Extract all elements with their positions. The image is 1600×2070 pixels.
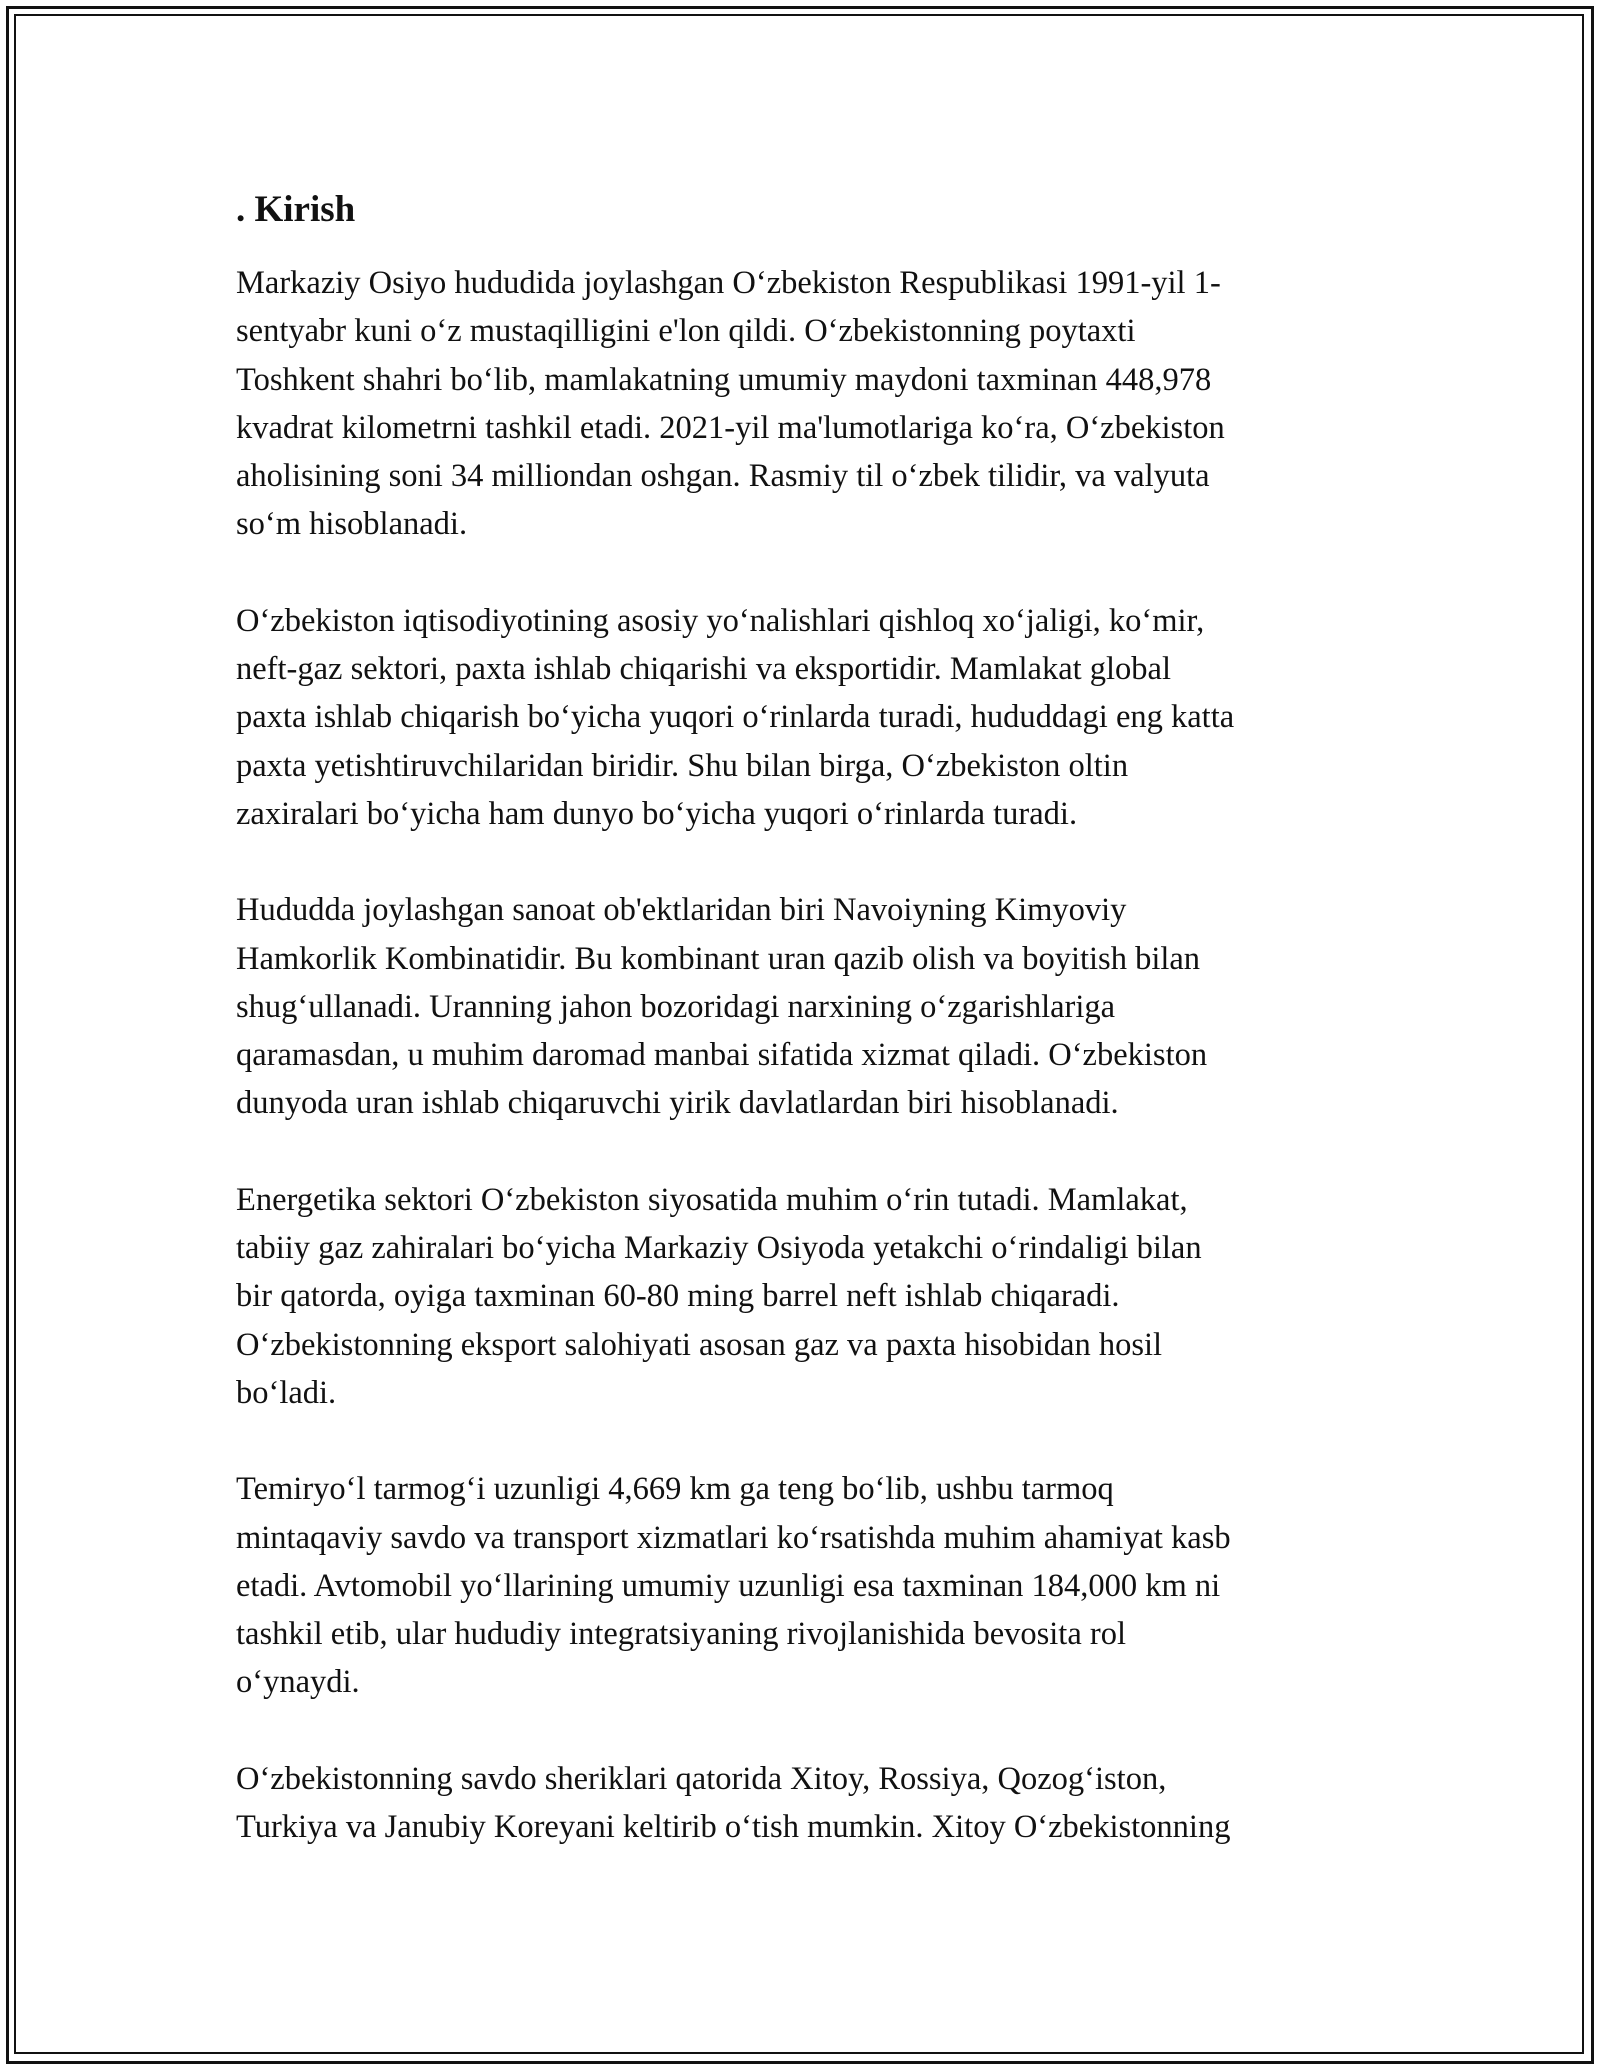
- paragraph-line: tabiiy gaz zahiralari bo‘yicha Markaziy Osiyoda yetakchi o‘rindaligi bilan: [236, 1230, 1202, 1267]
- paragraph-line: zaxiralari bo‘yicha ham dunyo bo‘yicha yuqori o‘rinlarda turadi.: [236, 795, 1078, 832]
- paragraph-line: so‘m hisoblanadi.: [236, 506, 468, 543]
- section-title: . Kirish: [236, 189, 356, 230]
- paragraph-line: aholisining soni 34 milliondan oshgan. Rasmiy til o‘zbek tilidir, va valyuta: [236, 458, 1210, 495]
- paragraph-1: [236, 259, 1370, 549]
- paragraph-line: O‘zbekiston iqtisodiyotining asosiy yo‘nalishlari qishloq xo‘jaligi, ko‘mir,: [236, 602, 1205, 639]
- paragraph-line: bo‘ladi.: [236, 1374, 337, 1411]
- paragraph-5: [236, 1465, 1370, 1706]
- paragraph-line: O‘zbekistonning eksport salohiyati asosan gaz va paxta hisobidan hosil: [236, 1326, 1163, 1363]
- paragraph-line: Hududda joylashgan sanoat ob'ektlaridan biri Navoiyning Kimyoviy: [236, 892, 1127, 929]
- paragraph-line: paxta ishlab chiqarish bo‘yicha yuqori o‘rinlarda turadi, hududdagi eng katta: [236, 699, 1235, 736]
- paragraph-line: shug‘ullanadi. Uranning jahon bozoridagi narxining o‘zgarishlariga: [236, 988, 1116, 1025]
- document-body: [236, 186, 1370, 1899]
- paragraph-line: bir qatorda, oyiga taxminan 60-80 ming barrel neft ishlab chiqaradi.: [236, 1278, 1120, 1315]
- paragraph-line: Markaziy Osiyo hududida joylashgan O‘zbekiston Respublikasi 1991-yil 1-: [236, 265, 1221, 301]
- paragraph-line: Energetika sektori O‘zbekiston siyosatida muhim o‘rin tutadi. Mamlakat,: [236, 1181, 1188, 1218]
- paragraph-line: o‘ynaydi.: [236, 1664, 360, 1701]
- paragraph-line: Temiryo‘l tarmog‘i uzunligi 4,669 km ga teng bo‘lib, ushbu tarmoq: [236, 1471, 1114, 1508]
- paragraph-line: dunyoda uran ishlab chiqaruvchi yirik davlatlardan biri hisoblanadi.: [236, 1085, 1119, 1122]
- paragraph-line: neft-gaz sektori, paxta ishlab chiqarishi va eksportidir. Mamlakat global: [236, 651, 1172, 688]
- paragraph-line: kvadrat kilometrni tashkil etadi. 2021-yil ma'lumotlariga ko‘ra, O‘zbekiston: [236, 409, 1225, 446]
- paragraph-line: mintaqaviy savdo va transport xizmatlari ko‘rsatishda muhim ahamiyat kasb: [236, 1519, 1231, 1556]
- paragraph-line: paxta yetishtiruvchilaridan biridir. Shu bilan birga, O‘zbekiston oltin: [236, 747, 1129, 784]
- paragraph-line: etadi. Avtomobil yo‘llarining umumiy uzunligi esa taxminan 184,000 km ni: [236, 1567, 1221, 1604]
- paragraph-line: tashkil etib, ular hududiy integratsiyaning rivojlanishida bevosita rol: [236, 1616, 1126, 1653]
- paragraph-line: Hamkorlik Kombinatidir. Bu kombinant uran qazib olish va boyitish bilan: [236, 940, 1201, 977]
- paragraph-line: Toshkent shahri bo‘lib, mamlakatning umumiy maydoni taxminan 448,978: [236, 361, 1212, 398]
- paragraph-line: O‘zbekistonning savdo sheriklari qatorida Xitoy, Rossiya, Qozog‘iston,: [236, 1760, 1167, 1797]
- paragraph-line: Turkiya va Janubiy Koreyani keltirib o‘tish mumkin. Xitoy O‘zbekistonning: [236, 1809, 1231, 1846]
- paragraph-6: [236, 1755, 1370, 1852]
- paragraph-line: qaramasdan, u muhim daromad manbai sifatida xizmat qiladi. O‘zbekiston: [236, 1037, 1208, 1074]
- paragraph-3: [236, 886, 1370, 1127]
- paragraph-line: sentyabr kuni o‘z mustaqilligini e'lon qildi. O‘zbekistonning poytaxti: [236, 313, 1136, 350]
- paragraph-4: [236, 1176, 1370, 1417]
- paragraph-2: [236, 597, 1370, 838]
